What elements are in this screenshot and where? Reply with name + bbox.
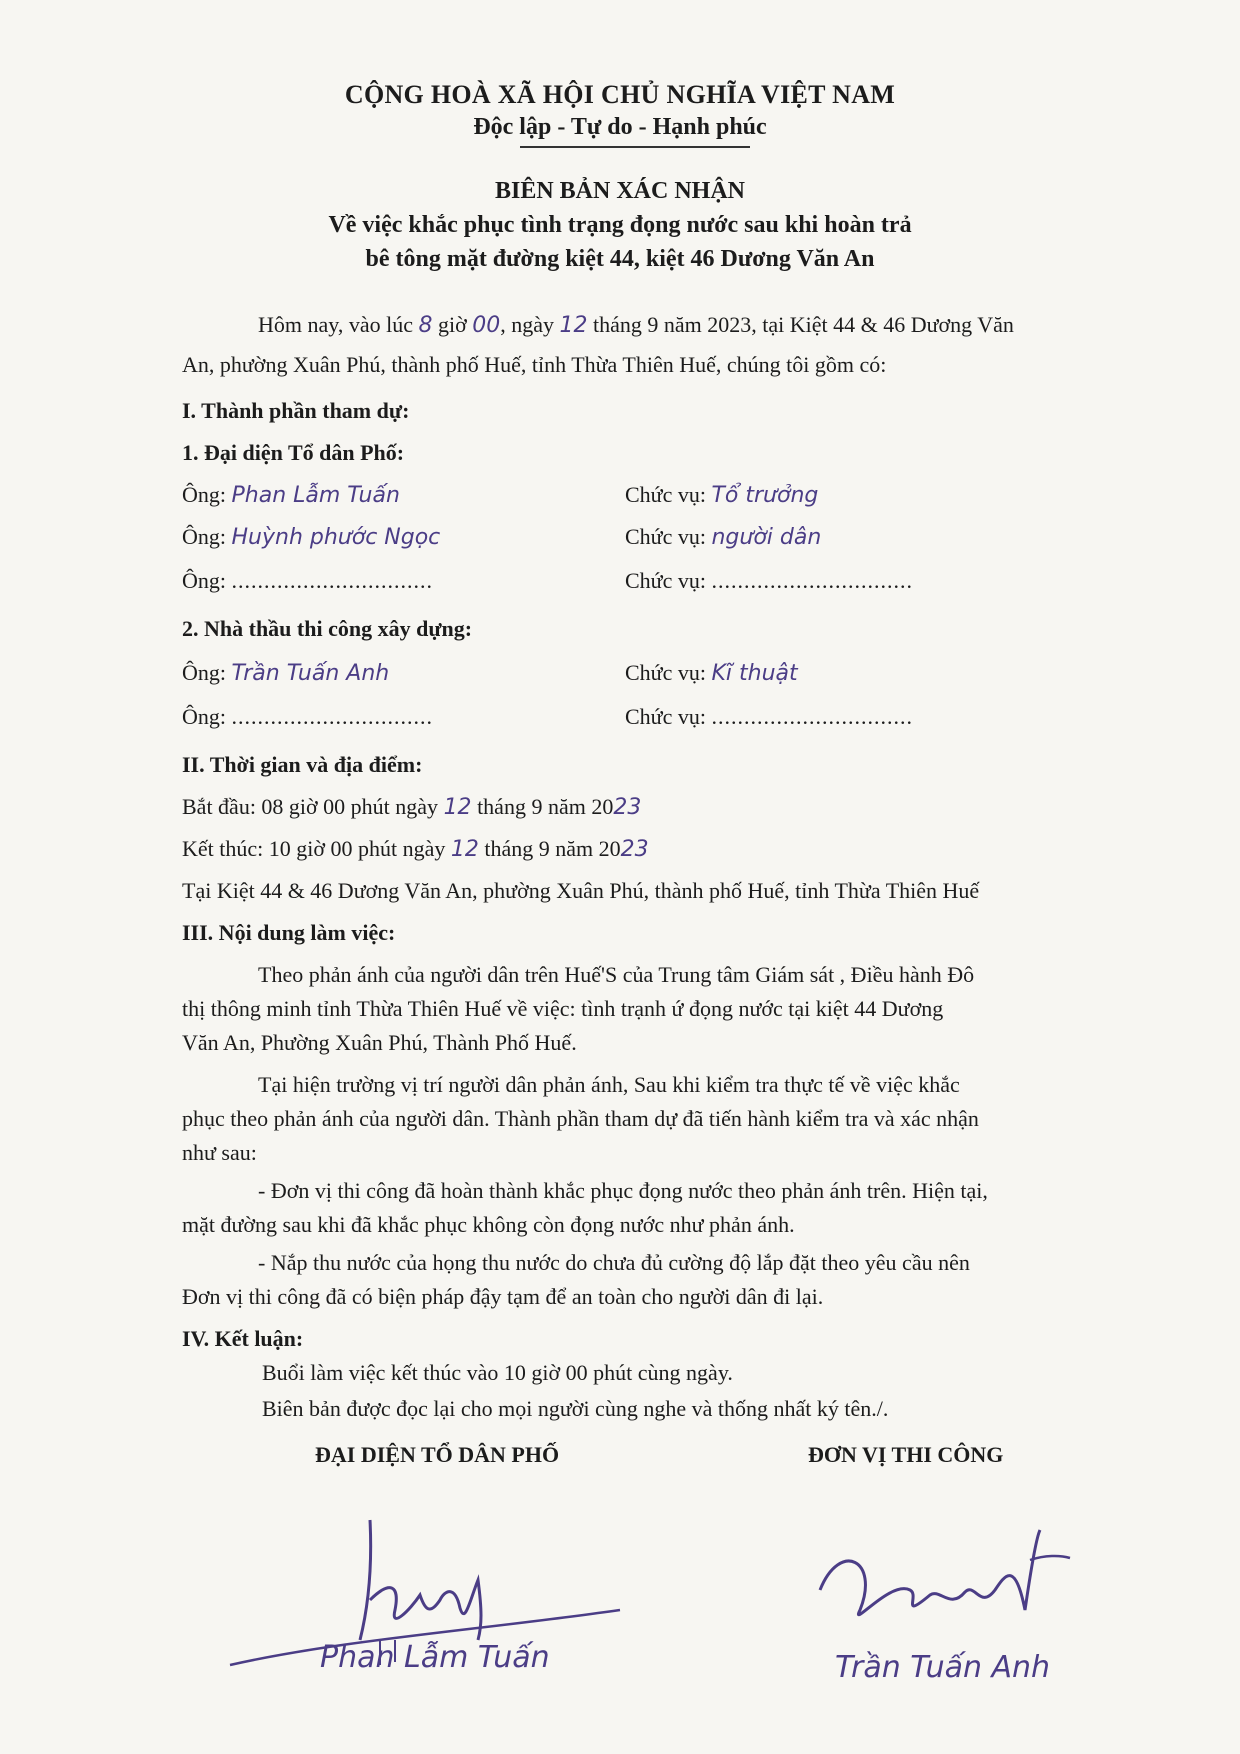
handwritten-hour: 8 <box>418 313 433 338</box>
handwritten-day: 12 <box>559 313 588 338</box>
content-p1-l1: Theo phản ánh của người dân trên Huế'S của Trung tâm Giám sát , Điều hành Đô <box>258 962 975 987</box>
rep-2-role-row: Chức vụ: người dân <box>625 524 822 550</box>
contractor-1-name: Trần Tuấn Anh <box>231 661 390 686</box>
location: Tại Kiệt 44 & 46 Dương Văn An, phường Xuân Phú, thành phố Huế, tỉnh Thừa Thiên Huế <box>182 878 980 903</box>
left-signature-title: ĐẠI DIỆN TỔ DÂN PHỐ <box>315 1442 560 1467</box>
rep-2-name: Huỳnh phước Ngọc <box>231 525 441 550</box>
content-p2-l2: phục theo phản ánh của người dân. Thành phần tham dự đã tiến hành kiểm tra và xác nhận <box>182 1106 979 1131</box>
section-2-heading: II. Thời gian và địa điểm: <box>182 752 423 777</box>
section-1-sub-2: 2. Nhà thầu thi công xây dựng: <box>182 616 473 641</box>
rep-3-name-row: Ông: ............................... <box>182 568 433 593</box>
start-time: Bắt đầu: 08 giờ 00 phút ngày 12 tháng 9 năm 2023 <box>182 794 642 820</box>
end-time: Kết thúc: 10 giờ 00 phút ngày 12 tháng 9 năm 2023 <box>182 836 649 862</box>
content-p2-l1: Tại hiện trường vị trí người dân phản ánh, Sau khi kiểm tra thực tế về việc khắc <box>258 1072 960 1097</box>
intro-line-1: Hôm nay, vào lúc 8 giờ 00, ngày 12 tháng 9 năm 2023, tại Kiệt 44 & 46 Dương Văn <box>258 312 1014 338</box>
contractor-1-name-row: Ông: Trần Tuấn Anh <box>182 660 390 686</box>
end-day: 12 <box>450 837 479 862</box>
document-subtitle-1: Về việc khắc phục tình trạng đọng nước sau khi hoàn trả <box>328 212 912 238</box>
section-4-heading: IV. Kết luận: <box>182 1326 304 1351</box>
rep-1-role: Tổ trưởng <box>711 483 819 508</box>
content-p1-l2: thị thông minh tỉnh Thừa Thiên Huế về việc: tình trạnh ứ đọng nước tại kiệt 44 Dương <box>182 996 944 1021</box>
right-signature <box>800 1500 1100 1640</box>
conclusion-l1: Buổi làm việc kết thúc vào 10 giờ 00 phút cùng ngày. <box>262 1360 733 1385</box>
rep-2-role: người dân <box>711 525 822 550</box>
document-title: BIÊN BẢN XÁC NHẬN <box>494 178 746 204</box>
content-p3-l2: mặt đường sau khi đã khắc phục không còn đọng nước như phản ánh. <box>182 1212 795 1237</box>
section-1-heading: I. Thành phần tham dự: <box>182 398 410 423</box>
country-heading: CỘNG HOÀ XÃ HỘI CHỦ NGHĨA VIỆT NAM <box>344 80 896 109</box>
section-1-sub-1: 1. Đại diện Tổ dân Phố: <box>182 440 405 465</box>
right-signature-title: ĐƠN VỊ THI CÔNG <box>808 1442 1004 1467</box>
rep-1-name: Phan Lẫm Tuấn <box>231 483 400 508</box>
contractor-1-role: Kĩ thuật <box>711 661 798 686</box>
handwritten-minute: 00 <box>472 313 501 338</box>
start-day: 12 <box>443 795 472 820</box>
content-p4-l2: Đơn vị thi công đã có biện pháp đậy tạm để an toàn cho người dân đi lại. <box>182 1284 824 1309</box>
start-year: 23 <box>613 795 642 820</box>
left-signature-name: Phan Lẫm Tuấn <box>320 1640 550 1675</box>
document-subtitle-2: bê tông mặt đường kiệt 44, kiệt 46 Dương Văn An <box>365 246 875 272</box>
contractor-2-name-row: Ông: ............................... <box>182 704 433 729</box>
section-3-heading: III. Nội dung làm việc: <box>182 920 396 945</box>
content-p2-l3: như sau: <box>182 1140 257 1165</box>
rep-1-role-row: Chức vụ: Tổ trưởng <box>625 482 819 508</box>
contractor-1-role-row: Chức vụ: Kĩ thuật <box>625 660 798 686</box>
contractor-2-role-row: Chức vụ: ............................... <box>625 704 913 729</box>
conclusion-l2: Biên bản được đọc lại cho mọi người cùng nghe và thống nhất ký tên./. <box>262 1396 889 1421</box>
content-p4-l1: - Nắp thu nước của họng thu nước do chưa đủ cường độ lắp đặt theo yêu cầu nên <box>258 1250 970 1275</box>
content-p1-l3: Văn An, Phường Xuân Phú, Thành Phố Huế. <box>182 1030 577 1055</box>
motto: Độc lập - Tự do - Hạnh phúc <box>473 114 767 140</box>
content-p3-l1: - Đơn vị thi công đã hoàn thành khắc phục đọng nước theo phản ánh trên. Hiện tại, <box>258 1178 988 1203</box>
end-year: 23 <box>620 837 649 862</box>
rep-3-role-row: Chức vụ: ............................... <box>625 568 913 593</box>
rep-2-name-row: Ông: Huỳnh phước Ngọc <box>182 524 441 550</box>
motto-underline <box>520 146 750 148</box>
rep-1-name-row: Ông: Phan Lẫm Tuấn <box>182 482 400 508</box>
intro-line-2: An, phường Xuân Phú, thành phố Huế, tỉnh Thừa Thiên Huế, chúng tôi gồm có: <box>182 352 887 377</box>
right-signature-name: Trần Tuấn Anh <box>835 1650 1051 1685</box>
